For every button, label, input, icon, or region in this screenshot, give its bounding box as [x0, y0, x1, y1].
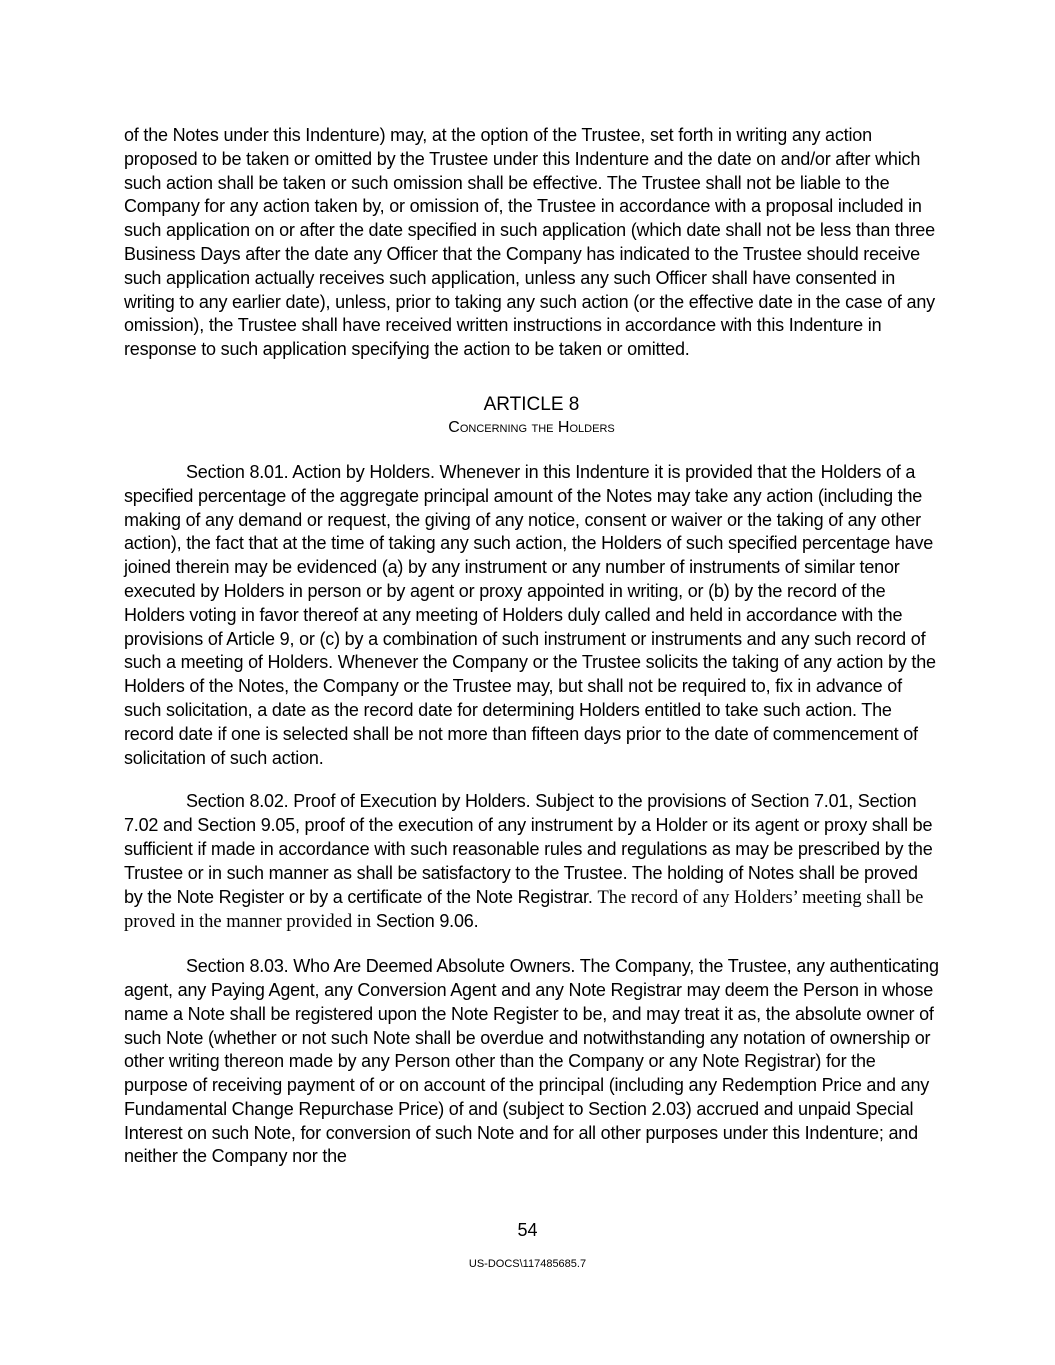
section-8-02-serif-text: The record of any Holders’ meeting shall be proved in the manner provided in — [124, 887, 924, 933]
page-number: 54 — [517, 1220, 538, 1240]
section-8-01-paragraph: Section 8.01. Action by Holders. Whenever in this Indenture it is provided that the Holders of a specified percentage of the aggregate principal amount of the Notes may take any action (including the making of any demand or request, the giving of any notice, consent or waiver or the taking of any other action), the fact that at the time of taking any such action, the Holders of such specified percentage have joined therein may be evidenced (a) by any instrument or any number of instruments of similar tenor executed by Holders in person or by agent or proxy appointed in writing, or (b) by the record of the Holders voting in favor thereof at any meeting of Holders duly called and held in accordance with the provisions of Article 9, or (c) by a combination of such instrument or instruments and any such record of such a meeting of Holders. Whenever the Company or the Trustee solicits the taking of any action by the Holders of the Notes, the Company or the Trustee may, but shall not be required to, fix in advance of such solicitation, a date as the record date for determining Holders entitled to take such action. The record date if one is selected shall be not more than fifteen days prior to the date of commencement of solicitation of such action. — [124, 461, 936, 768]
article-heading — [124, 393, 939, 439]
section-8-02-text: Section 8.02. Proof of Execution by Holders. Subject to the provisions of Section 7.01, Section 7.02 and Section 9.05, proof of the execution of any instrument by a Holder or its agent or proxy shall be sufficient if made in accordance with such reasonable rules and regulations as may be prescribed by the Trustee or in such manner as shall be satisfactory to the Trustee. The holding of Notes shall be proved by the Note Register or by a certificate of the Note Registrar. — [124, 791, 933, 907]
document-id-footer: US-DOCS\117485685.7 — [468, 1258, 587, 1270]
section-8-02-paragraph — [124, 790, 939, 935]
section-8-02-tail-text: Section 9.06. — [371, 911, 479, 932]
article-title: Concerning the Holders — [448, 418, 615, 436]
section-8-03-paragraph: Section 8.03. Who Are Deemed Absolute Owners. The Company, the Trustee, any authenticating agent, any Paying Agent, any Conversion Agent and any Note Registrar may deem the Person in whose name a Note shall be registered upon the Note Register to be, and may treat it as, the absolute owner of such Note (whether or not such Note shall be overdue and notwithstanding any notation of ownership or other writing thereon made by any Person other than the Company or any Note Registrar) for the purpose of receiving payment of or on account of the principal (including any Redemption Price and any Fundamental Change Repurchase Price) of and (subject to Section 2.03) accrued and unpaid Special Interest on such Note, for conversion of such Note and for all other purposes under this Indenture; and neither the Company nor the — [124, 956, 939, 1167]
document-page — [124, 124, 939, 1169]
continuation-paragraph: of the Notes under this Indenture) may, at the option of the Trustee, set forth in writing any action proposed to be taken or omitted by the Trustee under this Indenture and the date on and/or after which such action shall be taken or such omission shall be effective. The Trustee shall not be liable to the Company for any action taken by, or omission of, the Trustee in accordance with a proposal included in such application on or after the date specified in such application (which date shall not be less than three Business Days after the date any Officer that the Company has indicated to the Trustee should receive such application actually receives such application, unless any such Officer shall have consented in writing to any earlier date), unless, prior to taking any such action (or the effective date in the case of any omission), the Trustee shall have received written instructions in accordance with this Indenture in response to such application specifying the action to be taken or omitted. — [124, 125, 935, 360]
article-number: ARTICLE 8 — [483, 393, 580, 415]
